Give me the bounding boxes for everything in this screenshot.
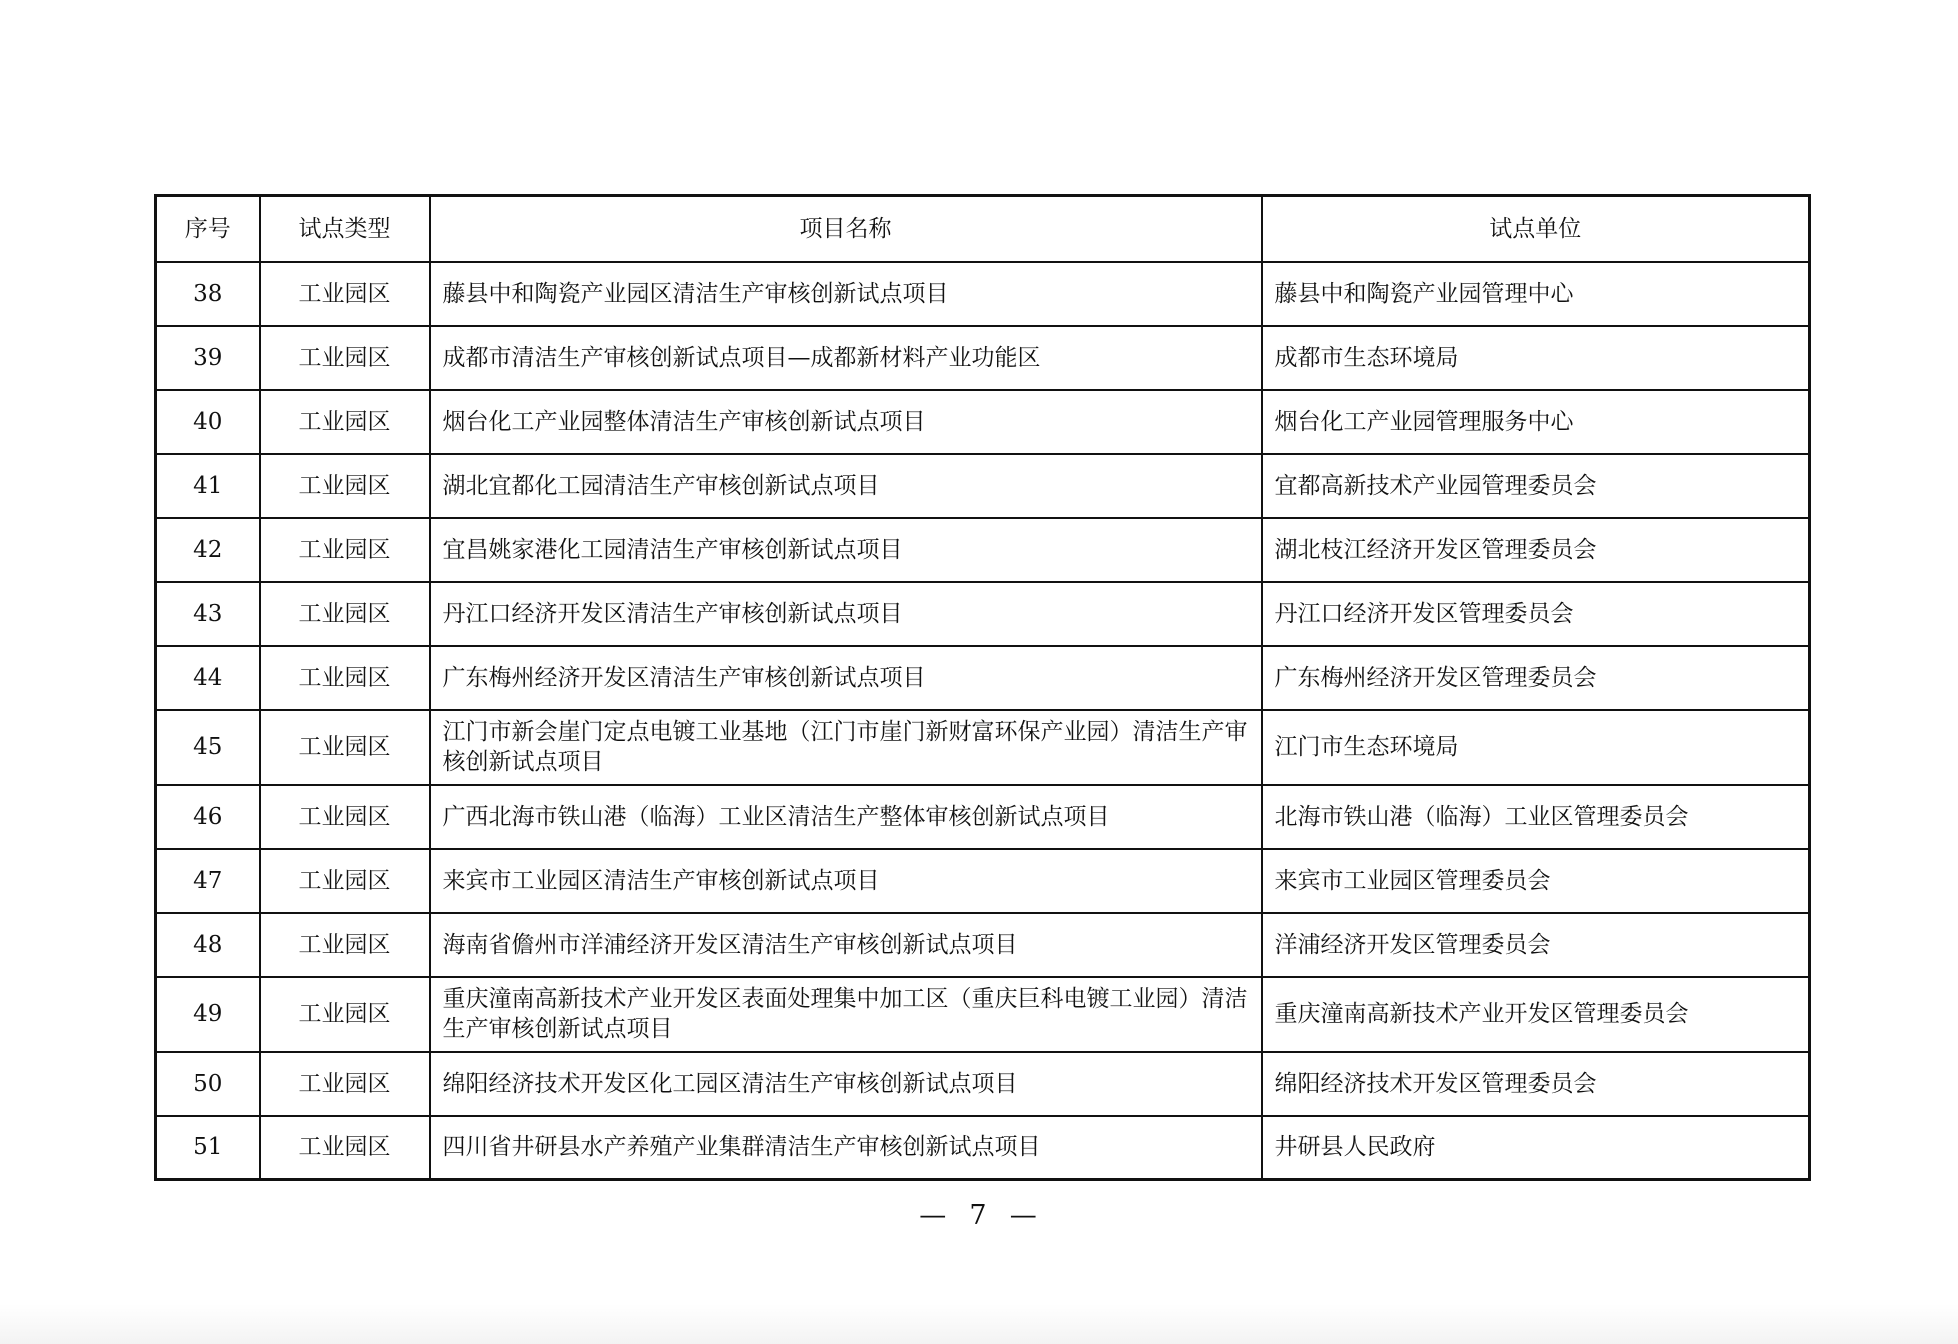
- header-project-name: 项目名称: [430, 196, 1262, 262]
- row-project-name: 烟台化工产业园整体清洁生产审核创新试点项目: [430, 390, 1262, 454]
- table-row: [156, 977, 1810, 1052]
- row-pilot-unit: 北海市铁山港（临海）工业区管理委员会: [1262, 785, 1810, 849]
- row-number: 42: [156, 518, 260, 582]
- row-number: 49: [156, 977, 260, 1052]
- table-row: [156, 646, 1810, 710]
- row-pilot-type: 工业园区: [260, 454, 430, 518]
- row-pilot-type: 工业园区: [260, 582, 430, 646]
- row-pilot-unit: 来宾市工业园区管理委员会: [1262, 849, 1810, 913]
- row-project-name: 绵阳经济技术开发区化工园区清洁生产审核创新试点项目: [430, 1052, 1262, 1116]
- row-number: 43: [156, 582, 260, 646]
- row-number: 39: [156, 326, 260, 390]
- row-project-name: 四川省井研县水产养殖产业集群清洁生产审核创新试点项目: [430, 1116, 1262, 1180]
- row-pilot-unit: 重庆潼南高新技术产业开发区管理委员会: [1262, 977, 1810, 1052]
- row-pilot-type: 工业园区: [260, 710, 430, 785]
- row-pilot-type: 工业园区: [260, 785, 430, 849]
- row-pilot-unit: 江门市生态环境局: [1262, 710, 1810, 785]
- table-row: [156, 710, 1810, 785]
- table-row: [156, 1052, 1810, 1116]
- row-pilot-unit: 成都市生态环境局: [1262, 326, 1810, 390]
- header-pilot-type: 试点类型: [260, 196, 430, 262]
- table-row: [156, 582, 1810, 646]
- row-pilot-unit: 宜都高新技术产业园管理委员会: [1262, 454, 1810, 518]
- row-pilot-type: 工业园区: [260, 849, 430, 913]
- row-project-name: 成都市清洁生产审核创新试点项目—成都新材料产业功能区: [430, 326, 1262, 390]
- row-pilot-type: 工业园区: [260, 262, 430, 326]
- row-pilot-type: 工业园区: [260, 913, 430, 977]
- row-pilot-unit: 湖北枝江经济开发区管理委员会: [1262, 518, 1810, 582]
- row-number: 48: [156, 913, 260, 977]
- table-row: [156, 454, 1810, 518]
- row-number: 45: [156, 710, 260, 785]
- row-pilot-unit: 丹江口经济开发区管理委员会: [1262, 582, 1810, 646]
- row-pilot-type: 工业园区: [260, 1052, 430, 1116]
- row-project-name: 宜昌姚家港化工园清洁生产审核创新试点项目: [430, 518, 1262, 582]
- header-pilot-unit: 试点单位: [1262, 196, 1810, 262]
- row-pilot-unit: 绵阳经济技术开发区管理委员会: [1262, 1052, 1810, 1116]
- row-project-name: 江门市新会崖门定点电镀工业基地（江门市崖门新财富环保产业园）清洁生产审核创新试点项目: [430, 710, 1262, 785]
- row-number: 51: [156, 1116, 260, 1180]
- table-row: [156, 326, 1810, 390]
- row-pilot-unit: 井研县人民政府: [1262, 1116, 1810, 1180]
- row-project-name: 丹江口经济开发区清洁生产审核创新试点项目: [430, 582, 1262, 646]
- table-row: [156, 518, 1810, 582]
- row-project-name: 广东梅州经济开发区清洁生产审核创新试点项目: [430, 646, 1262, 710]
- table-row: [156, 785, 1810, 849]
- row-pilot-unit: 广东梅州经济开发区管理委员会: [1262, 646, 1810, 710]
- row-project-name: 广西北海市铁山港（临海）工业区清洁生产整体审核创新试点项目: [430, 785, 1262, 849]
- row-number: 40: [156, 390, 260, 454]
- row-project-name: 湖北宜都化工园清洁生产审核创新试点项目: [430, 454, 1262, 518]
- row-number: 38: [156, 262, 260, 326]
- row-pilot-type: 工业园区: [260, 646, 430, 710]
- row-pilot-type: 工业园区: [260, 390, 430, 454]
- row-pilot-type: 工业园区: [260, 977, 430, 1052]
- table-row: [156, 849, 1810, 913]
- table-header-row: [156, 196, 1810, 262]
- row-pilot-type: 工业园区: [260, 326, 430, 390]
- row-number: 44: [156, 646, 260, 710]
- row-pilot-type: 工业园区: [260, 518, 430, 582]
- pilot-projects-table: [154, 194, 1811, 1181]
- table-row: [156, 262, 1810, 326]
- row-number: 41: [156, 454, 260, 518]
- page-number: — 7 —: [919, 1200, 1039, 1231]
- row-project-name: 来宾市工业园区清洁生产审核创新试点项目: [430, 849, 1262, 913]
- row-pilot-unit: 烟台化工产业园管理服务中心: [1262, 390, 1810, 454]
- row-project-name: 海南省儋州市洋浦经济开发区清洁生产审核创新试点项目: [430, 913, 1262, 977]
- row-pilot-type: 工业园区: [260, 1116, 430, 1180]
- row-number: 46: [156, 785, 260, 849]
- row-project-name: 重庆潼南高新技术产业开发区表面处理集中加工区（重庆巨科电镀工业园）清洁生产审核创新试点项目: [430, 977, 1262, 1052]
- row-project-name: 藤县中和陶瓷产业园区清洁生产审核创新试点项目: [430, 262, 1262, 326]
- bottom-shade: [0, 1304, 1958, 1344]
- row-number: 50: [156, 1052, 260, 1116]
- row-number: 47: [156, 849, 260, 913]
- table-row: [156, 913, 1810, 977]
- row-pilot-unit: 洋浦经济开发区管理委员会: [1262, 913, 1810, 977]
- row-pilot-unit: 藤县中和陶瓷产业园管理中心: [1262, 262, 1810, 326]
- table-row: [156, 1116, 1810, 1180]
- table-row: [156, 390, 1810, 454]
- header-number: 序号: [156, 196, 260, 262]
